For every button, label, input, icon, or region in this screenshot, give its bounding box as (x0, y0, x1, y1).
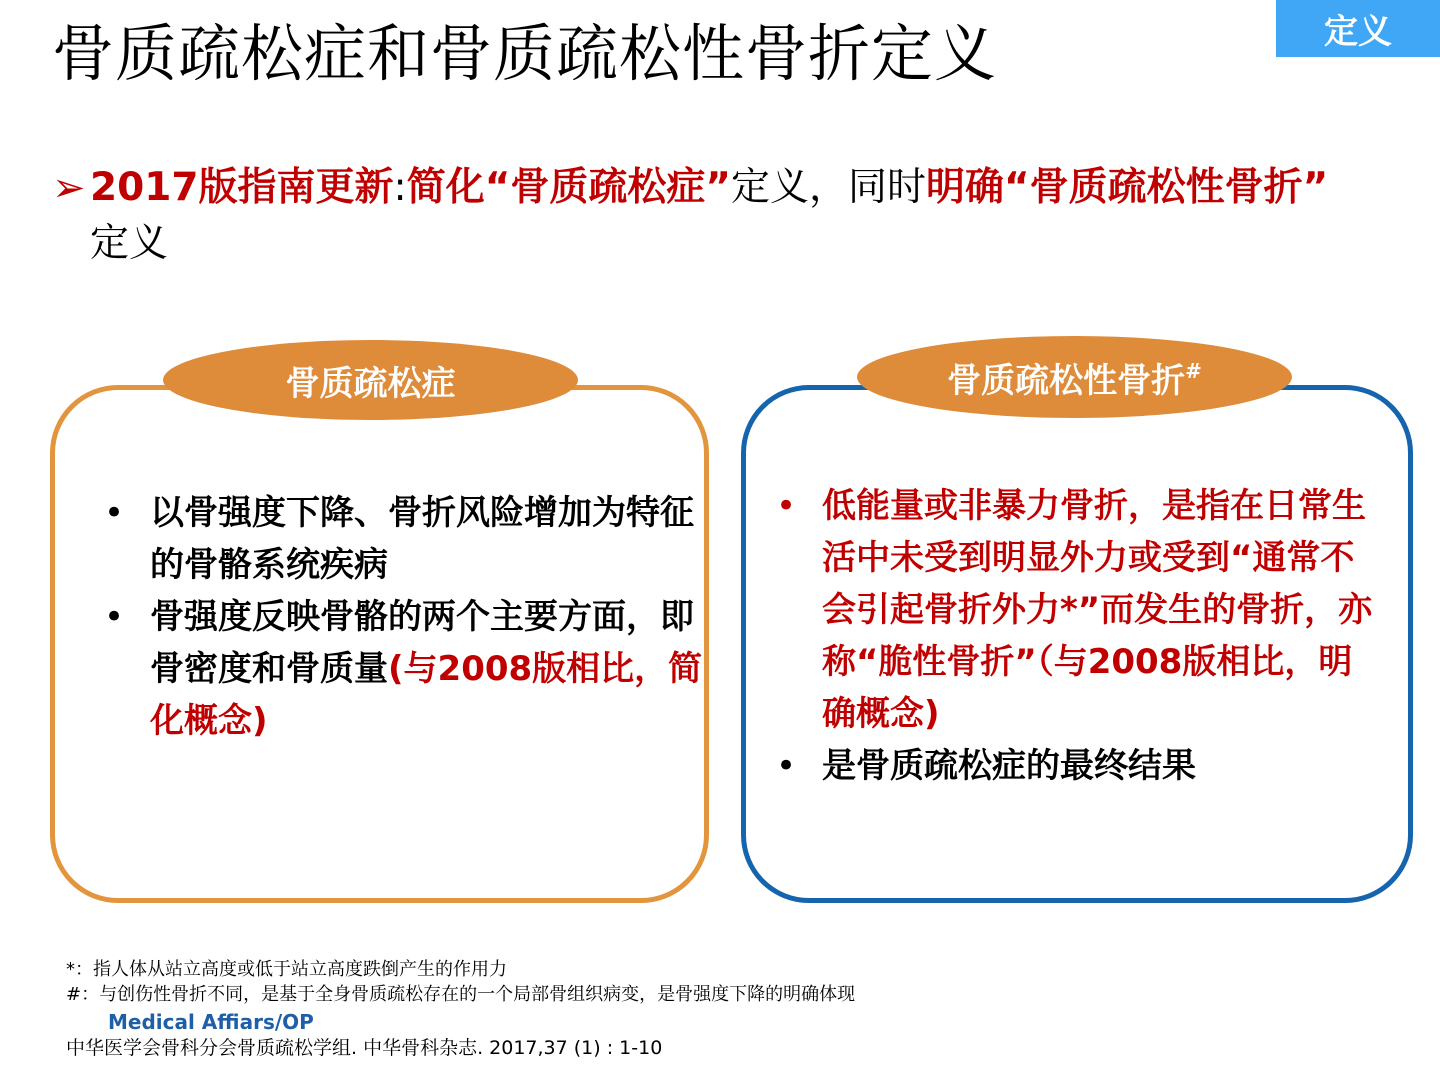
section-tag: 定义 (1276, 0, 1440, 57)
bullet-dot-icon: • (104, 493, 125, 533)
osteoporosis-heading (163, 340, 578, 420)
osteoporotic-fracture-heading (857, 336, 1292, 418)
update-label: 2017版指南更新 (90, 165, 394, 210)
page-title: 骨质疏松症和骨质疏松性骨折定义 (52, 17, 998, 90)
medical-affairs-label: Medical Affiars/OP (108, 1010, 314, 1034)
list-item (776, 740, 1376, 792)
update-middle: 定义，同时 (730, 165, 926, 210)
bullet-dot-icon: • (104, 597, 125, 637)
fracture-definition-list (776, 480, 1376, 792)
update-simplify: 简化“骨质疏松症” (406, 165, 731, 210)
list-item-text: 是骨质疏松症的最终结果 (822, 746, 1196, 786)
update-end: 定义 (90, 221, 169, 266)
reference-citation: 中华医学会骨科分会骨质疏松学组. 中华骨科杂志. 2017,37 (1) : 1-10 (66, 1037, 663, 1059)
fracture-heading-mark: # (1185, 359, 1202, 383)
footnote-hash: #：与创伤性骨折不同，是基于全身骨质疏松存在的一个局部骨组织病变，是骨强度下降的明确体现 (66, 984, 856, 1005)
list-item-text: 低能量或非暴力骨折，是指在日常生活中未受到明显外力或受到“通常不会引起骨折外力*”而发生的骨折，亦称“脆性骨折”（与2008版相比，明确概念) (822, 486, 1373, 734)
update-clarify: 明确“骨质疏松性骨折” (925, 165, 1329, 210)
list-item-text: 以骨强度下降、骨折风险增加为特征的骨骼系统疾病 (150, 493, 694, 585)
bullet-dot-icon: • (776, 486, 797, 526)
list-item (104, 487, 704, 591)
footnote-star: *：指人体从站立高度或低于站立高度跌倒产生的作用力 (66, 959, 507, 980)
update-colon: : (393, 165, 407, 210)
fracture-heading-text: 骨质疏松性骨折 (947, 360, 1186, 401)
osteoporosis-heading-text: 骨质疏松症 (285, 363, 456, 404)
list-item-text: 骨强度反映骨骼的两个主要方面，即骨密度和骨质量 (150, 597, 694, 689)
list-item (104, 591, 704, 747)
guideline-update-statement (90, 160, 1430, 272)
arrow-bullet-icon: ➢ (52, 165, 86, 211)
bullet-dot-icon: • (776, 746, 797, 786)
list-item-note: (与2008版相比，简化概念) (150, 649, 703, 741)
list-item (776, 480, 1376, 740)
osteoporosis-definition-list (104, 487, 704, 747)
